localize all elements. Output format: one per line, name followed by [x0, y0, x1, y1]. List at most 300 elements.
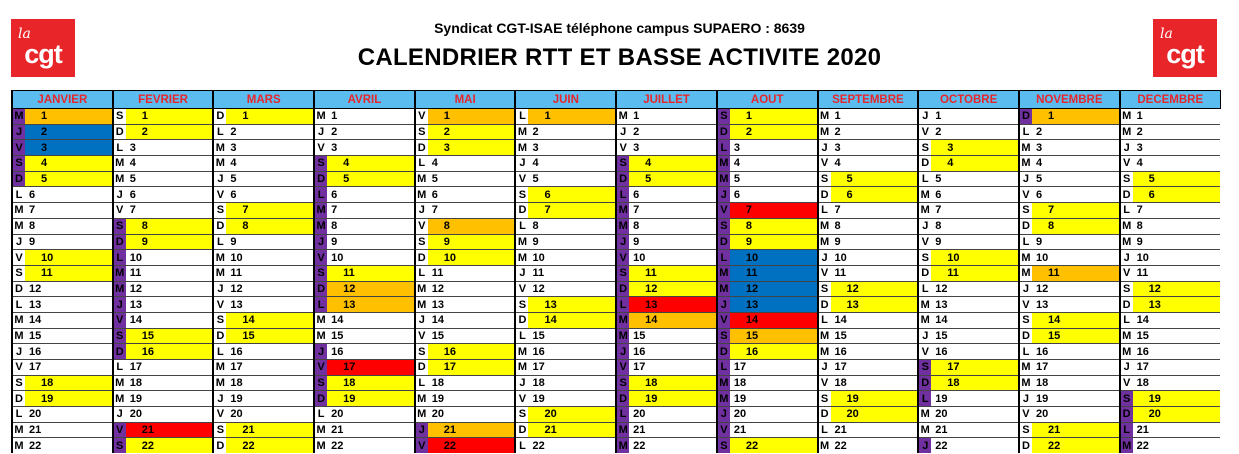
- day-number-cell: 20: [327, 407, 415, 423]
- day-number-cell: 12: [931, 281, 1019, 297]
- weekday-letter: M: [1019, 156, 1032, 172]
- weekday-letter: L: [515, 328, 528, 344]
- weekday-letter: M: [818, 328, 831, 344]
- weekday-letter: M: [616, 218, 629, 234]
- weekday-letter: J: [717, 407, 730, 423]
- weekday-letter: D: [1019, 109, 1032, 125]
- weekday-letter: V: [314, 360, 327, 376]
- weekday-letter: M: [415, 297, 428, 313]
- weekday-letter: D: [213, 109, 226, 125]
- day-number-cell: 7: [1032, 203, 1120, 219]
- weekday-letter: D: [213, 438, 226, 453]
- weekday-letter: L: [1019, 344, 1032, 360]
- weekday-letter: M: [818, 124, 831, 140]
- weekday-letter: D: [113, 234, 126, 250]
- weekday-letter: L: [415, 265, 428, 281]
- day-number-cell: 17: [226, 360, 314, 376]
- day-number-cell: 3: [25, 140, 113, 156]
- weekday-letter: V: [1019, 187, 1032, 203]
- weekday-letter: M: [918, 312, 931, 328]
- weekday-letter: M: [717, 171, 730, 187]
- day-number-cell: 10: [126, 250, 214, 266]
- weekday-letter: L: [314, 187, 327, 203]
- day-number-cell: 12: [327, 281, 415, 297]
- day-number-cell: 17: [1133, 360, 1221, 376]
- day-number-cell: 18: [226, 375, 314, 391]
- day-number-cell: 17: [1032, 360, 1120, 376]
- weekday-letter: J: [616, 124, 629, 140]
- weekday-letter: V: [818, 156, 831, 172]
- day-row: [12, 281, 1220, 297]
- weekday-letter: L: [1120, 203, 1133, 219]
- logo-small-text: la: [1160, 26, 1173, 42]
- day-number-cell: 15: [327, 328, 415, 344]
- day-row: [12, 218, 1220, 234]
- weekday-letter: S: [717, 328, 730, 344]
- weekday-letter: J: [1120, 140, 1133, 156]
- weekday-letter: M: [314, 218, 327, 234]
- day-number-cell: 19: [528, 391, 616, 407]
- weekday-letter: M: [616, 203, 629, 219]
- day-number-cell: 17: [629, 360, 717, 376]
- day-number-cell: 1: [831, 109, 919, 125]
- day-row: [12, 171, 1220, 187]
- weekday-letter: M: [1019, 140, 1032, 156]
- day-number-cell: 16: [931, 344, 1019, 360]
- weekday-letter: D: [415, 360, 428, 376]
- weekday-letter: D: [12, 281, 25, 297]
- day-number-cell: 14: [730, 312, 818, 328]
- day-number-cell: 9: [730, 234, 818, 250]
- day-number-cell: 19: [629, 391, 717, 407]
- weekday-letter: L: [918, 171, 931, 187]
- day-number-cell: 5: [831, 171, 919, 187]
- weekday-letter: S: [1019, 422, 1032, 438]
- weekday-letter: V: [918, 234, 931, 250]
- day-number-cell: 21: [327, 422, 415, 438]
- day-number-cell: 8: [528, 218, 616, 234]
- weekday-letter: S: [717, 438, 730, 453]
- weekday-letter: J: [113, 297, 126, 313]
- weekday-letter: D: [918, 375, 931, 391]
- weekday-letter: J: [818, 140, 831, 156]
- weekday-letter: M: [818, 234, 831, 250]
- weekday-letter: D: [213, 328, 226, 344]
- weekday-letter: M: [616, 109, 629, 125]
- day-row: [12, 250, 1220, 266]
- day-number-cell: 7: [428, 203, 516, 219]
- weekday-letter: V: [113, 422, 126, 438]
- weekday-letter: M: [1120, 124, 1133, 140]
- day-number-cell: 10: [730, 250, 818, 266]
- day-number-cell: 11: [831, 265, 919, 281]
- day-number-cell: 7: [1133, 203, 1221, 219]
- weekday-letter: M: [1120, 218, 1133, 234]
- day-number-cell: 6: [629, 187, 717, 203]
- day-number-cell: 20: [25, 407, 113, 423]
- day-row: [12, 407, 1220, 423]
- day-number-cell: 6: [25, 187, 113, 203]
- month-header: JANVIER: [12, 91, 113, 109]
- day-number-cell: 18: [528, 375, 616, 391]
- day-number-cell: 8: [831, 218, 919, 234]
- month-header-row: [12, 91, 1220, 109]
- day-number-cell: 18: [327, 375, 415, 391]
- month-header: OCTOBRE: [918, 91, 1019, 109]
- weekday-letter: J: [314, 124, 327, 140]
- day-number-cell: 15: [428, 328, 516, 344]
- month-header: AOUT: [717, 91, 818, 109]
- weekday-letter: D: [415, 250, 428, 266]
- day-number-cell: 10: [528, 250, 616, 266]
- weekday-letter: M: [717, 265, 730, 281]
- day-number-cell: 4: [25, 156, 113, 172]
- day-number-cell: 19: [428, 391, 516, 407]
- day-number-cell: 21: [730, 422, 818, 438]
- weekday-letter: L: [818, 422, 831, 438]
- weekday-letter: D: [515, 203, 528, 219]
- weekday-letter: D: [818, 187, 831, 203]
- weekday-letter: J: [717, 187, 730, 203]
- day-number-cell: 14: [528, 312, 616, 328]
- day-number-cell: 10: [428, 250, 516, 266]
- day-number-cell: 15: [25, 328, 113, 344]
- day-number-cell: 18: [730, 375, 818, 391]
- weekday-letter: D: [717, 234, 730, 250]
- weekday-letter: M: [12, 203, 25, 219]
- weekday-letter: D: [113, 344, 126, 360]
- day-number-cell: 10: [629, 250, 717, 266]
- weekday-letter: V: [1120, 375, 1133, 391]
- weekday-letter: L: [515, 438, 528, 453]
- day-number-cell: 9: [1032, 234, 1120, 250]
- weekday-letter: S: [818, 391, 831, 407]
- weekday-letter: M: [918, 407, 931, 423]
- day-number-cell: 18: [931, 375, 1019, 391]
- day-number-cell: 16: [730, 344, 818, 360]
- weekday-letter: M: [515, 140, 528, 156]
- weekday-letter: S: [1019, 312, 1032, 328]
- day-number-cell: 11: [730, 265, 818, 281]
- weekday-letter: S: [717, 109, 730, 125]
- calendar-table: [11, 90, 1221, 453]
- day-number-cell: 11: [428, 265, 516, 281]
- day-number-cell: 9: [327, 234, 415, 250]
- day-number-cell: 8: [126, 218, 214, 234]
- weekday-letter: D: [515, 312, 528, 328]
- day-number-cell: 3: [226, 140, 314, 156]
- day-number-cell: 8: [629, 218, 717, 234]
- day-number-cell: 15: [126, 328, 214, 344]
- weekday-letter: V: [918, 344, 931, 360]
- day-number-cell: 1: [428, 109, 516, 125]
- weekday-letter: J: [1019, 281, 1032, 297]
- weekday-letter: M: [113, 171, 126, 187]
- weekday-letter: S: [113, 438, 126, 453]
- weekday-letter: S: [12, 156, 25, 172]
- day-number-cell: 15: [226, 328, 314, 344]
- month-header: JUILLET: [616, 91, 717, 109]
- weekday-letter: V: [1019, 407, 1032, 423]
- day-number-cell: 8: [1133, 218, 1221, 234]
- day-number-cell: 8: [428, 218, 516, 234]
- weekday-letter: J: [918, 328, 931, 344]
- weekday-letter: L: [113, 360, 126, 376]
- day-number-cell: 3: [528, 140, 616, 156]
- day-number-cell: 10: [831, 250, 919, 266]
- day-number-cell: 21: [931, 422, 1019, 438]
- day-number-cell: 10: [1032, 250, 1120, 266]
- weekday-letter: S: [415, 344, 428, 360]
- weekday-letter: J: [616, 234, 629, 250]
- weekday-letter: L: [1120, 422, 1133, 438]
- month-header: FEVRIER: [113, 91, 214, 109]
- day-number-cell: 12: [428, 281, 516, 297]
- day-row: [12, 375, 1220, 391]
- weekday-letter: D: [515, 422, 528, 438]
- day-number-cell: 20: [931, 407, 1019, 423]
- weekday-letter: D: [1120, 297, 1133, 313]
- day-number-cell: 2: [629, 124, 717, 140]
- month-header: AVRIL: [314, 91, 415, 109]
- day-row: [12, 297, 1220, 313]
- day-number-cell: 6: [931, 187, 1019, 203]
- weekday-letter: L: [818, 312, 831, 328]
- weekday-letter: M: [616, 438, 629, 453]
- weekday-letter: J: [314, 344, 327, 360]
- day-row: [12, 360, 1220, 376]
- weekday-letter: M: [818, 438, 831, 453]
- day-row: [12, 422, 1220, 438]
- weekday-letter: J: [415, 422, 428, 438]
- day-number-cell: 11: [528, 265, 616, 281]
- weekday-letter: S: [113, 218, 126, 234]
- day-number-cell: 12: [831, 281, 919, 297]
- day-number-cell: 12: [226, 281, 314, 297]
- weekday-letter: L: [113, 140, 126, 156]
- weekday-letter: V: [616, 140, 629, 156]
- day-number-cell: 20: [1032, 407, 1120, 423]
- weekday-letter: M: [113, 265, 126, 281]
- day-number-cell: 20: [226, 407, 314, 423]
- weekday-letter: L: [113, 250, 126, 266]
- day-row: [12, 391, 1220, 407]
- weekday-letter: J: [515, 156, 528, 172]
- day-number-cell: 11: [25, 265, 113, 281]
- day-number-cell: 7: [327, 203, 415, 219]
- day-number-cell: 14: [25, 312, 113, 328]
- day-number-cell: 2: [226, 124, 314, 140]
- weekday-letter: S: [1120, 391, 1133, 407]
- day-number-cell: 13: [25, 297, 113, 313]
- day-number-cell: 16: [126, 344, 214, 360]
- weekday-letter: D: [717, 124, 730, 140]
- day-row: [12, 312, 1220, 328]
- weekday-letter: S: [616, 375, 629, 391]
- day-number-cell: 20: [831, 407, 919, 423]
- weekday-letter: M: [1019, 265, 1032, 281]
- day-number-cell: 5: [1133, 171, 1221, 187]
- weekday-letter: M: [515, 234, 528, 250]
- day-number-cell: 20: [1133, 407, 1221, 423]
- day-row: [12, 109, 1220, 125]
- day-number-cell: 22: [831, 438, 919, 453]
- weekday-letter: J: [113, 187, 126, 203]
- weekday-letter: V: [818, 265, 831, 281]
- weekday-letter: M: [415, 171, 428, 187]
- day-number-cell: 4: [226, 156, 314, 172]
- weekday-letter: D: [1019, 218, 1032, 234]
- day-number-cell: 4: [629, 156, 717, 172]
- weekday-letter: S: [616, 265, 629, 281]
- weekday-letter: J: [918, 438, 931, 453]
- day-number-cell: 19: [25, 391, 113, 407]
- day-number-cell: 1: [629, 109, 717, 125]
- day-number-cell: 2: [730, 124, 818, 140]
- weekday-letter: J: [213, 281, 226, 297]
- day-number-cell: 19: [730, 391, 818, 407]
- weekday-letter: L: [12, 407, 25, 423]
- day-number-cell: 3: [931, 140, 1019, 156]
- weekday-letter: M: [213, 140, 226, 156]
- weekday-letter: V: [415, 438, 428, 453]
- weekday-letter: V: [213, 297, 226, 313]
- day-number-cell: 20: [730, 407, 818, 423]
- day-number-cell: 21: [428, 422, 516, 438]
- weekday-letter: M: [515, 124, 528, 140]
- day-number-cell: 15: [1032, 328, 1120, 344]
- day-number-cell: 19: [1032, 391, 1120, 407]
- day-number-cell: 14: [831, 312, 919, 328]
- weekday-letter: J: [415, 312, 428, 328]
- weekday-letter: M: [616, 422, 629, 438]
- day-number-cell: 16: [528, 344, 616, 360]
- day-number-cell: 13: [1032, 297, 1120, 313]
- day-number-cell: 18: [629, 375, 717, 391]
- day-number-cell: 1: [730, 109, 818, 125]
- day-number-cell: 14: [327, 312, 415, 328]
- day-number-cell: 9: [226, 234, 314, 250]
- day-number-cell: 9: [126, 234, 214, 250]
- day-number-cell: 16: [1032, 344, 1120, 360]
- weekday-letter: S: [314, 375, 327, 391]
- day-number-cell: 5: [126, 171, 214, 187]
- day-number-cell: 22: [1032, 438, 1120, 453]
- weekday-letter: D: [918, 156, 931, 172]
- weekday-letter: M: [515, 250, 528, 266]
- weekday-letter: J: [818, 360, 831, 376]
- weekday-letter: M: [1120, 328, 1133, 344]
- day-number-cell: 2: [327, 124, 415, 140]
- day-number-cell: 13: [831, 297, 919, 313]
- weekday-letter: L: [12, 297, 25, 313]
- day-number-cell: 16: [428, 344, 516, 360]
- day-number-cell: 10: [327, 250, 415, 266]
- weekday-letter: M: [918, 297, 931, 313]
- weekday-letter: M: [12, 422, 25, 438]
- day-number-cell: 4: [730, 156, 818, 172]
- weekday-letter: J: [818, 250, 831, 266]
- day-number-cell: 17: [730, 360, 818, 376]
- weekday-letter: M: [818, 344, 831, 360]
- weekday-letter: D: [314, 281, 327, 297]
- weekday-letter: J: [12, 344, 25, 360]
- day-number-cell: 5: [629, 171, 717, 187]
- weekday-letter: M: [818, 109, 831, 125]
- weekday-letter: M: [113, 391, 126, 407]
- weekday-letter: S: [314, 156, 327, 172]
- day-number-cell: 8: [1032, 218, 1120, 234]
- day-number-cell: 9: [1133, 234, 1221, 250]
- day-number-cell: 11: [1032, 265, 1120, 281]
- weekday-letter: M: [314, 422, 327, 438]
- weekday-letter: M: [515, 344, 528, 360]
- day-number-cell: 2: [428, 124, 516, 140]
- day-number-cell: 13: [1133, 297, 1221, 313]
- day-number-cell: 11: [126, 265, 214, 281]
- weekday-letter: L: [314, 407, 327, 423]
- day-number-cell: 17: [428, 360, 516, 376]
- day-number-cell: 16: [629, 344, 717, 360]
- day-number-cell: 7: [629, 203, 717, 219]
- day-number-cell: 12: [528, 281, 616, 297]
- day-number-cell: 9: [528, 234, 616, 250]
- month-header: MARS: [213, 91, 314, 109]
- day-number-cell: 11: [629, 265, 717, 281]
- day-number-cell: 2: [25, 124, 113, 140]
- weekday-letter: L: [818, 203, 831, 219]
- day-number-cell: 10: [931, 250, 1019, 266]
- day-number-cell: 5: [25, 171, 113, 187]
- weekday-letter: M: [113, 281, 126, 297]
- weekday-letter: D: [1120, 187, 1133, 203]
- weekday-letter: V: [616, 250, 629, 266]
- weekday-letter: J: [515, 375, 528, 391]
- day-number-cell: 1: [1032, 109, 1120, 125]
- day-number-cell: 9: [629, 234, 717, 250]
- weekday-letter: L: [213, 234, 226, 250]
- weekday-letter: L: [515, 218, 528, 234]
- day-number-cell: 3: [831, 140, 919, 156]
- weekday-letter: M: [12, 438, 25, 453]
- weekday-letter: M: [314, 203, 327, 219]
- weekday-letter: D: [314, 391, 327, 407]
- day-number-cell: 13: [327, 297, 415, 313]
- day-number-cell: 1: [226, 109, 314, 125]
- day-number-cell: 2: [931, 124, 1019, 140]
- day-number-cell: 11: [1133, 265, 1221, 281]
- weekday-letter: D: [1019, 328, 1032, 344]
- day-number-cell: 7: [730, 203, 818, 219]
- weekday-letter: V: [918, 124, 931, 140]
- weekday-letter: M: [1120, 438, 1133, 453]
- weekday-letter: M: [113, 156, 126, 172]
- day-number-cell: 4: [126, 156, 214, 172]
- day-number-cell: 5: [327, 171, 415, 187]
- weekday-letter: S: [113, 109, 126, 125]
- weekday-letter: V: [113, 203, 126, 219]
- day-number-cell: 1: [327, 109, 415, 125]
- weekday-letter: M: [12, 109, 25, 125]
- day-number-cell: 18: [428, 375, 516, 391]
- day-number-cell: 12: [629, 281, 717, 297]
- day-number-cell: 16: [327, 344, 415, 360]
- weekday-letter: M: [314, 438, 327, 453]
- day-number-cell: 21: [1133, 422, 1221, 438]
- logo-small-text: la: [18, 26, 31, 42]
- day-number-cell: 6: [528, 187, 616, 203]
- day-number-cell: 2: [126, 124, 214, 140]
